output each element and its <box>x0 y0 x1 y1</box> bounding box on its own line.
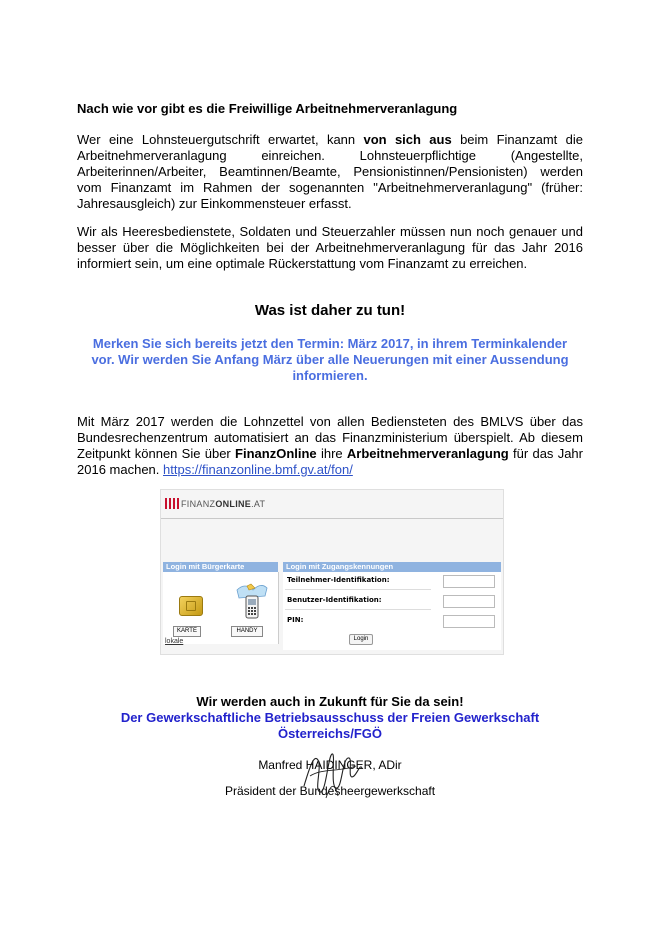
chip-card-icon <box>179 596 203 616</box>
logo-part-a: FINANZ <box>181 499 216 509</box>
karte-button[interactable]: KARTE <box>173 626 201 637</box>
finanzonline-bold: FinanzOnline <box>235 446 317 461</box>
paragraph-1-text-c: beim Finanzamt die Arbeitnehmerveranlagung einreichen. Lohnsteuerpflichtige (Angestellte, Arbeiterinnen/Arbeiter, Beamtinnen/Beamte, Pensionistinnen/Pensionisten) werden vom Finanzamt im Rahmen der sogenannten "Arbeitnehmerveranlagung" (früher: Jahresausgleich) zur Einkommensteuer erfasst. <box>77 132 583 211</box>
teilnehmer-input[interactable] <box>443 575 495 588</box>
signatory-title: Präsident der Bundesheergewerkschaft <box>224 784 436 798</box>
finanzonline-link[interactable]: https://finanzonline.bmf.gv.at/fon/ <box>163 462 353 477</box>
zugangskennungen-panel <box>283 572 501 650</box>
buergerkarte-header: Login mit Bürgerkarte <box>163 562 278 572</box>
arbeitnehmerveranlagung-bold: Arbeitnehmerveranlagung <box>346 446 509 461</box>
handy-button[interactable]: HANDY <box>231 626 263 637</box>
blue-reminder-note: Merken Sie sich bereits jetzt den Termin: März 2017, in ihrem Terminkalender vor. Wir werden Sie Anfang März über alle Neuerungen mit einer Aussendung informieren. <box>91 336 569 383</box>
paragraph-3-text-a: Mit März 2017 werden die Lohnzettel von allen Bediensteten des BMLVS über das Bundesrechenzentrum automatisiert an das Finanzministerium überspielt. Ab diesem Zeitpunkt können Sie über <box>77 414 583 461</box>
row-divider <box>285 609 431 610</box>
handwritten-signature <box>296 746 368 804</box>
paragraph-1 <box>77 132 583 212</box>
lokale-link[interactable]: lokale <box>165 638 184 645</box>
login-button[interactable]: Login <box>349 634 373 645</box>
finanzonline-logo <box>165 498 265 509</box>
teilnehmer-label: Teilnehmer-Identifikation: <box>287 576 390 584</box>
buergerkarte-panel <box>163 572 279 644</box>
pin-label: PIN: <box>287 616 304 624</box>
logo-part-c: .AT <box>251 499 266 509</box>
pin-input[interactable] <box>443 615 495 628</box>
logo-part-b: ONLINE <box>215 499 252 509</box>
row-divider <box>285 589 431 590</box>
paragraph-3-text-c: ihre <box>316 446 347 461</box>
paragraph-3 <box>77 414 583 478</box>
logo-bars-icon <box>165 498 179 509</box>
paragraph-3-text-e: für das Jahr 2016 machen. <box>77 446 583 477</box>
section-heading: Nach wie vor gibt es die Freiwillige Arbeitnehmerveranlagung <box>77 101 458 116</box>
closing-line-3: Österreichs/FGÖ <box>277 726 383 741</box>
closing-line-1: Wir werden auch in Zukunft für Sie da sein! <box>196 694 464 709</box>
finanzonline-screenshot <box>160 489 504 655</box>
signatory-name: Manfred HAIDINGER, ADir <box>258 758 402 772</box>
benutzer-input[interactable] <box>443 595 495 608</box>
benutzer-label: Benutzer-Identifikation: <box>287 596 382 604</box>
zugangskennungen-header: Login mit Zugangskennungen <box>283 562 501 572</box>
header-divider <box>161 518 503 519</box>
mobile-phone-icon <box>235 582 269 620</box>
paragraph-1-text-a: Wer eine Lohnsteuergutschrift erwartet, kann <box>77 132 364 147</box>
paragraph-2: Wir als Heeresbedienstete, Soldaten und Steuerzahler müssen nun noch genauer und besser über die Möglichkeiten bei der Arbeitnehmerveranlagung für das Jahr 2016 informiert sein, um eine optimale Rückerstattung vom Finanzamt zu erreichen. <box>77 224 583 271</box>
paragraph-1-emphasis: von sich aus <box>363 132 452 147</box>
closing-line-2: Der Gewerkschaftliche Betriebsausschuss der Freien Gewerkschaft <box>120 710 540 725</box>
center-title: Was ist daher zu tun! <box>254 302 406 319</box>
